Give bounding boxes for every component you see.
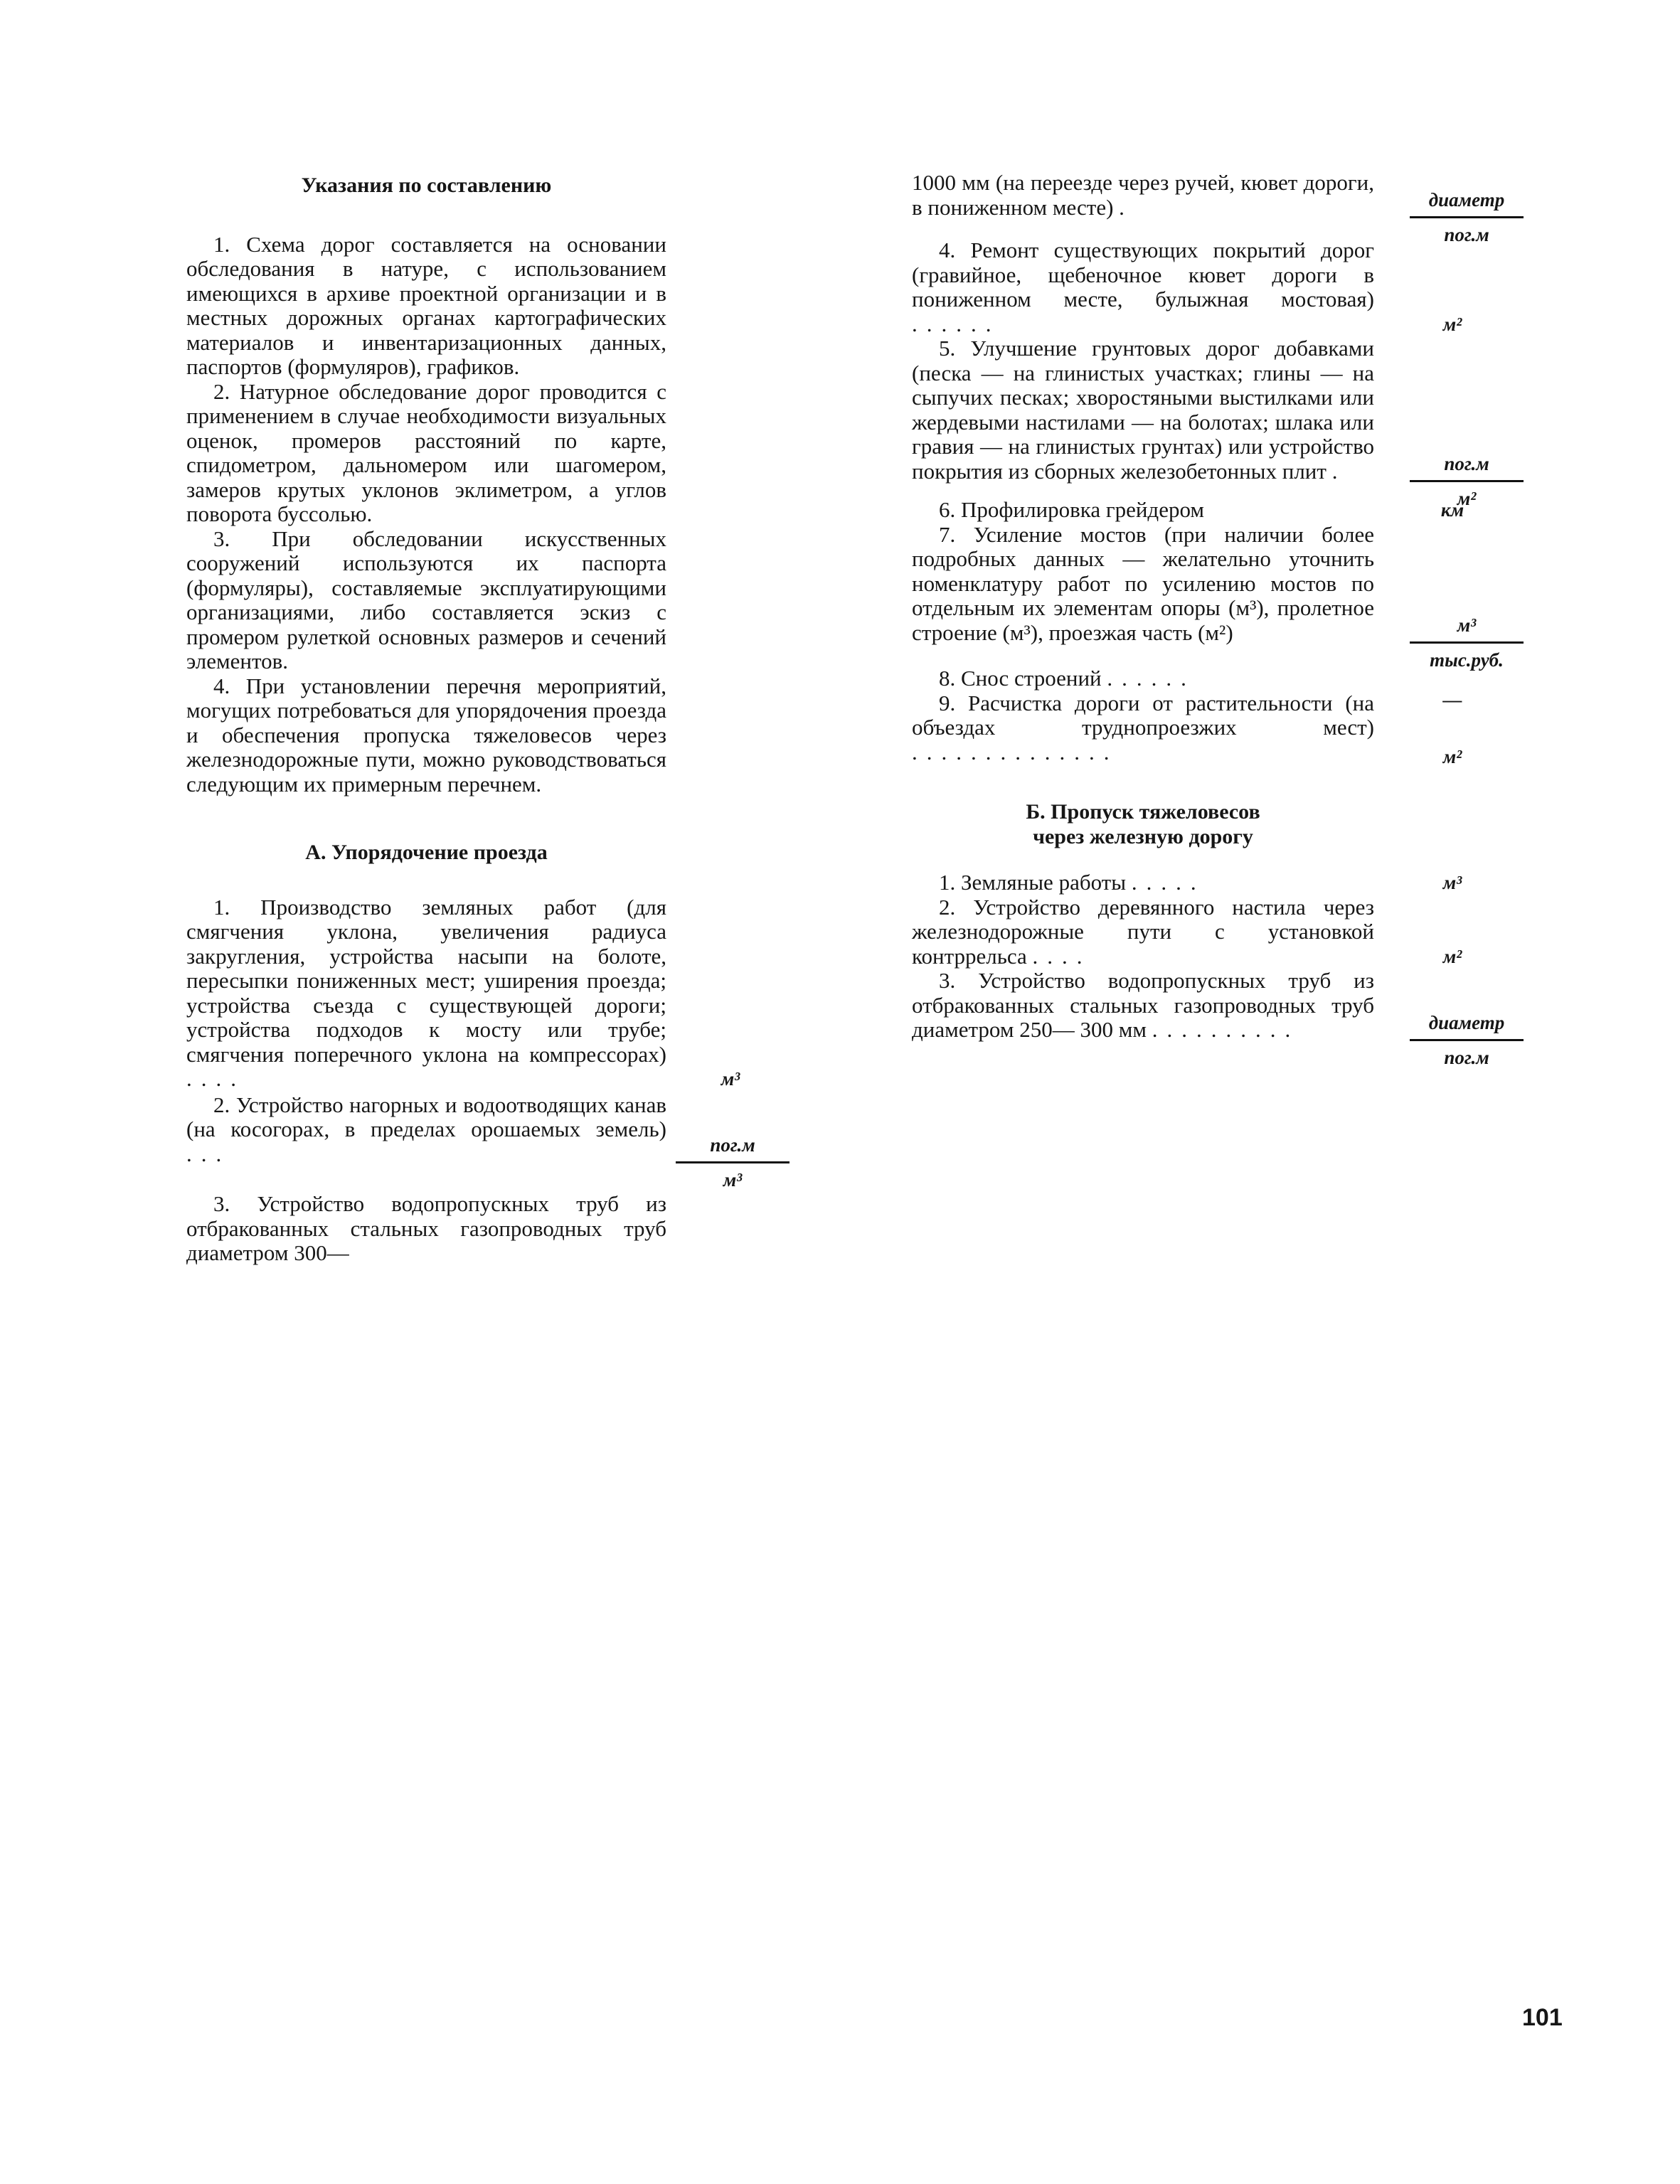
dot-leader: ...... xyxy=(912,311,1001,336)
paragraph-3: 3. При обследовании искусственных сооружений используются их паспорта (формуляры), составляемые эксплуатирующими организациями, либо составляется эскиз с промером рулеткой основных размеров и сечений элементов. xyxy=(186,526,666,673)
unit-denominator: пог.м xyxy=(1444,1046,1489,1068)
unit-numerator: пог.м xyxy=(1410,452,1524,482)
paragraph-4: 4. При установлении перечня мероприятий, могущих потребоваться для упорядочения проезда и обеспечения пропуска тяжеловесов через железнодорожные пути, можно руководствоваться следующим их примерным перечнем. xyxy=(186,673,666,797)
list-item-text: 2. Устройство деревянного настила через железнодорожные пути с установкой контррельса xyxy=(912,894,1374,969)
unit-fraction xyxy=(1410,613,1524,672)
list-item-text: 3. Устройство водопропускных труб из отбракованных стальных газопроводных труб диаметром 300— xyxy=(186,1191,666,1265)
list-item xyxy=(912,870,1462,895)
paragraph-2: 2. Натурное обследование дорог проводится с применением в случае необходимости визуальных оценок, промеров расстояний по карте, спидометром, дальномером или шагомером, замеров крутых уклонов эклиметром, а углов поворота буссолью. xyxy=(186,378,666,526)
list-item-text: 7. Усиление мостов (при наличии более подробных данных — желательно уточнить номенклатуру работ по усилению мостов по отдельным их элементам опоры (м³), пролетное строение (м³), проезжая часть (м²) xyxy=(912,521,1374,645)
dot-leader: ..... xyxy=(1131,870,1206,895)
dot-leader: .......... xyxy=(1152,1017,1300,1042)
unit-fraction xyxy=(1410,1011,1524,1070)
list-item xyxy=(912,690,1462,767)
unit-numerator: диаметр xyxy=(1410,188,1524,218)
list-item xyxy=(912,497,1464,523)
list-item-text: 6. Профилировка грейдером xyxy=(939,497,1204,522)
list-item xyxy=(912,238,1462,336)
list-item-text: 1. Земляные работы xyxy=(939,870,1127,895)
list-item xyxy=(186,894,740,1092)
unit-denominator: пог.м xyxy=(1444,224,1489,245)
list-item xyxy=(912,666,1462,710)
list-item-text: 4. Ремонт существующих покрытий дорог (гравийное, щебеночное кювет дороги в пониженном месте, булыжная мостовая) xyxy=(912,238,1374,311)
unit-label: м² xyxy=(1442,313,1462,335)
unit-numerator: м³ xyxy=(1410,613,1524,644)
paragraph-1: 1. Схема дорог составляется на основании обследования в натуре, с использованием имеющихся в архиве проектной организации и в местных дорожных органах картографических материалов и инвентаризационных данных, паспортов (формуляров), графиков. xyxy=(186,231,666,379)
left-column xyxy=(186,171,755,1266)
unit-label: м² xyxy=(1442,945,1462,967)
list-item xyxy=(912,170,1505,245)
unit-label: м³ xyxy=(1442,872,1462,893)
unit-label: — xyxy=(1442,689,1462,710)
right-column xyxy=(912,170,1505,1068)
unit-numerator: пог.м xyxy=(676,1133,790,1163)
section-a-title: А. Упорядочение проезда xyxy=(305,841,548,864)
unit-label: км xyxy=(1440,499,1464,521)
unit-label: м² xyxy=(1442,745,1462,767)
list-item xyxy=(912,336,1489,509)
list-item xyxy=(912,521,1504,671)
dot-leader: . xyxy=(1119,194,1134,220)
unit-denominator: м³ xyxy=(723,1169,743,1190)
list-item-text: 5. Улучшение грунтовых дорог добавками (песка — на глинистых участках; глины — на сыпучих песках; хворостяными выстилками или жердевыми настилами — на болотах; шлака или гравия — на глинистых грунтах) или устройство покрытия из сборных железобетонных плит xyxy=(912,336,1374,484)
list-item-text: 9. Расчистка дороги от растительности (на объездах труднопроезжих мест) xyxy=(912,690,1374,740)
unit-fraction xyxy=(1410,188,1524,247)
instructions-heading: Указания по составлению xyxy=(301,174,552,197)
list-item xyxy=(912,968,1505,1068)
list-item-text: 3. Устройство водопропускных труб из отбракованных стальных газопроводных труб диаметром 250— 300 мм xyxy=(912,968,1374,1042)
section-b-title-line2: через железную дорогу xyxy=(1033,824,1253,848)
unit-label: м³ xyxy=(721,1068,740,1090)
list-item xyxy=(186,1192,666,1266)
dot-leader: .... xyxy=(186,1066,245,1091)
list-item xyxy=(186,1092,755,1190)
list-item xyxy=(912,894,1462,969)
dot-leader: ... xyxy=(186,1141,231,1166)
section-b-title-line1: Б. Пропуск тяжеловесов xyxy=(1026,800,1260,824)
dot-leader: .... xyxy=(1032,943,1092,969)
list-item-text: 1. Производство земляных работ (для смягчения уклона, увеличения радиуса закругления, устройства насыпи на болоте, пересыпки пониженных мест; уширения проезда; устройства съезда с существующей дороги; устройства подходов к мосту или трубе; смягчения поперечного уклона на компрессорах) xyxy=(186,894,666,1067)
unit-fraction xyxy=(676,1133,790,1192)
unit-denominator: тыс.руб. xyxy=(1430,649,1504,671)
unit-denominator: м² xyxy=(1457,488,1477,509)
dot-leader: .............. xyxy=(912,739,1119,765)
dot-leader: ...... xyxy=(1107,666,1196,691)
dot-leader: . xyxy=(1331,458,1347,484)
list-item-text: 8. Снос строений xyxy=(939,666,1102,691)
list-item-text: 1000 мм (на переезде через ручей, кювет дороги, в пониженном месте) xyxy=(912,170,1374,220)
unit-numerator: диаметр xyxy=(1410,1011,1524,1041)
page-number: 101 xyxy=(1522,2004,1563,2031)
list-item-text: 2. Устройство нагорных и водоотводящих канав (на косогорах, в пределах орошаемых земель) xyxy=(186,1092,666,1141)
